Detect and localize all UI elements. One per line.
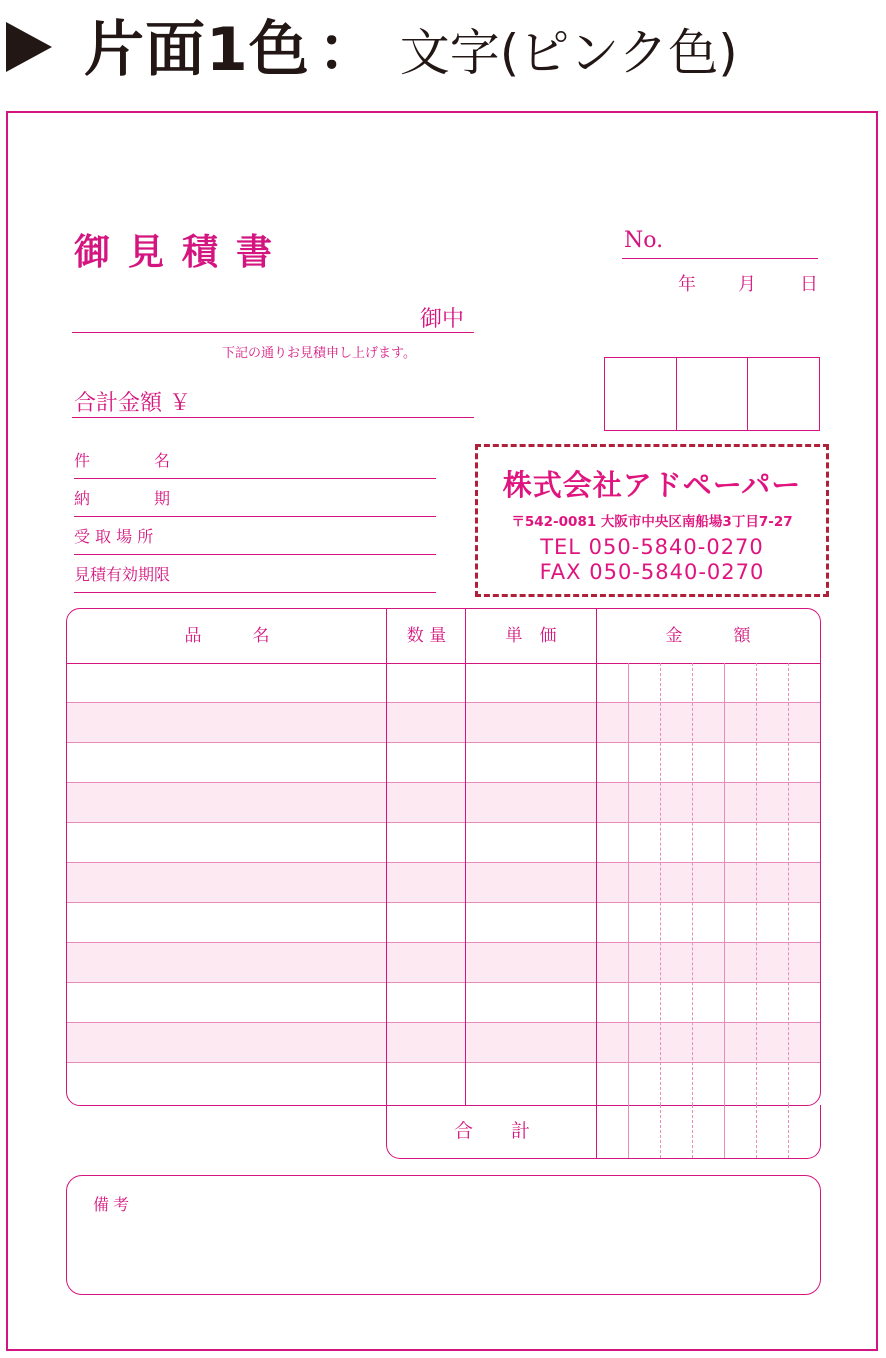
digit-divider bbox=[628, 663, 629, 1105]
sum-label: 合 計 bbox=[453, 1120, 530, 1142]
table-row bbox=[67, 743, 820, 783]
digit-divider bbox=[692, 663, 693, 1105]
table-row bbox=[67, 1063, 820, 1103]
column-divider bbox=[465, 609, 466, 1105]
play-arrow-icon bbox=[6, 22, 52, 72]
digit-divider bbox=[756, 1105, 757, 1158]
digit-divider bbox=[692, 1105, 693, 1158]
client-note: 下記の通りお見積申し上げます。 bbox=[222, 346, 416, 361]
table-row bbox=[67, 903, 820, 943]
digit-divider bbox=[788, 663, 789, 1105]
table-row bbox=[67, 823, 820, 863]
remarks-label: 備考 bbox=[93, 1195, 134, 1214]
client-suffix: 御中 bbox=[420, 307, 465, 332]
total-amount-line bbox=[72, 417, 474, 418]
field-delivery-place: 受 取 場 所 bbox=[74, 524, 436, 555]
date-year-label: 年 bbox=[678, 274, 696, 295]
company-fax: FAX 050-5840-0270 bbox=[539, 560, 765, 584]
header-unit-price: 単 価 bbox=[505, 626, 557, 646]
table-row bbox=[67, 943, 820, 983]
table-row bbox=[67, 663, 820, 703]
company-address: 〒542-0081 大阪市中央区南船場3丁目7-27 bbox=[511, 514, 793, 530]
client-name-line bbox=[72, 332, 474, 333]
header-amount: 金 額 bbox=[665, 626, 751, 646]
digit-divider bbox=[724, 663, 725, 1105]
table-row bbox=[67, 983, 820, 1023]
heading-colon: ： bbox=[317, 15, 378, 85]
table-header-rule bbox=[67, 663, 820, 664]
company-name: 株式会社アドペーパー bbox=[502, 468, 802, 502]
remarks-box bbox=[66, 1175, 821, 1295]
seal-box bbox=[748, 358, 819, 430]
digit-divider bbox=[628, 1105, 629, 1158]
column-divider bbox=[596, 609, 597, 1105]
table-row bbox=[67, 1023, 820, 1063]
company-stamp-box bbox=[475, 444, 829, 597]
seal-boxes bbox=[604, 357, 820, 431]
field-delivery-date: 納 期 bbox=[74, 486, 436, 517]
column-divider bbox=[386, 609, 387, 1105]
header-qty: 数 量 bbox=[406, 626, 447, 646]
items-table bbox=[66, 608, 821, 1106]
sum-row bbox=[386, 1105, 821, 1159]
heading-sub: 文字(ピンク色) bbox=[399, 24, 738, 82]
date-day-label: 日 bbox=[800, 274, 818, 295]
seal-box bbox=[677, 358, 749, 430]
header-item: 品 名 bbox=[184, 626, 270, 646]
page-heading bbox=[84, 0, 738, 100]
heading-main: 片面1色 bbox=[84, 15, 310, 85]
date-month-label: 月 bbox=[738, 274, 756, 295]
seal-box bbox=[605, 358, 677, 430]
table-row bbox=[67, 703, 820, 743]
digit-divider bbox=[660, 1105, 661, 1158]
total-amount-label: 合計金額 ￥ bbox=[74, 391, 191, 416]
field-subject: 件 名 bbox=[74, 448, 436, 479]
number-label: No. bbox=[624, 228, 664, 253]
number-line bbox=[622, 258, 818, 259]
document-title: 御見積書 bbox=[74, 231, 291, 273]
table-row bbox=[67, 863, 820, 903]
table-row bbox=[67, 783, 820, 823]
field-validity: 見積有効期限 bbox=[74, 562, 436, 593]
digit-divider bbox=[724, 1105, 725, 1158]
digit-divider bbox=[788, 1105, 789, 1158]
column-divider bbox=[596, 1105, 597, 1158]
digit-divider bbox=[756, 663, 757, 1105]
company-tel: TEL 050-5840-0270 bbox=[540, 535, 764, 559]
digit-divider bbox=[660, 663, 661, 1105]
